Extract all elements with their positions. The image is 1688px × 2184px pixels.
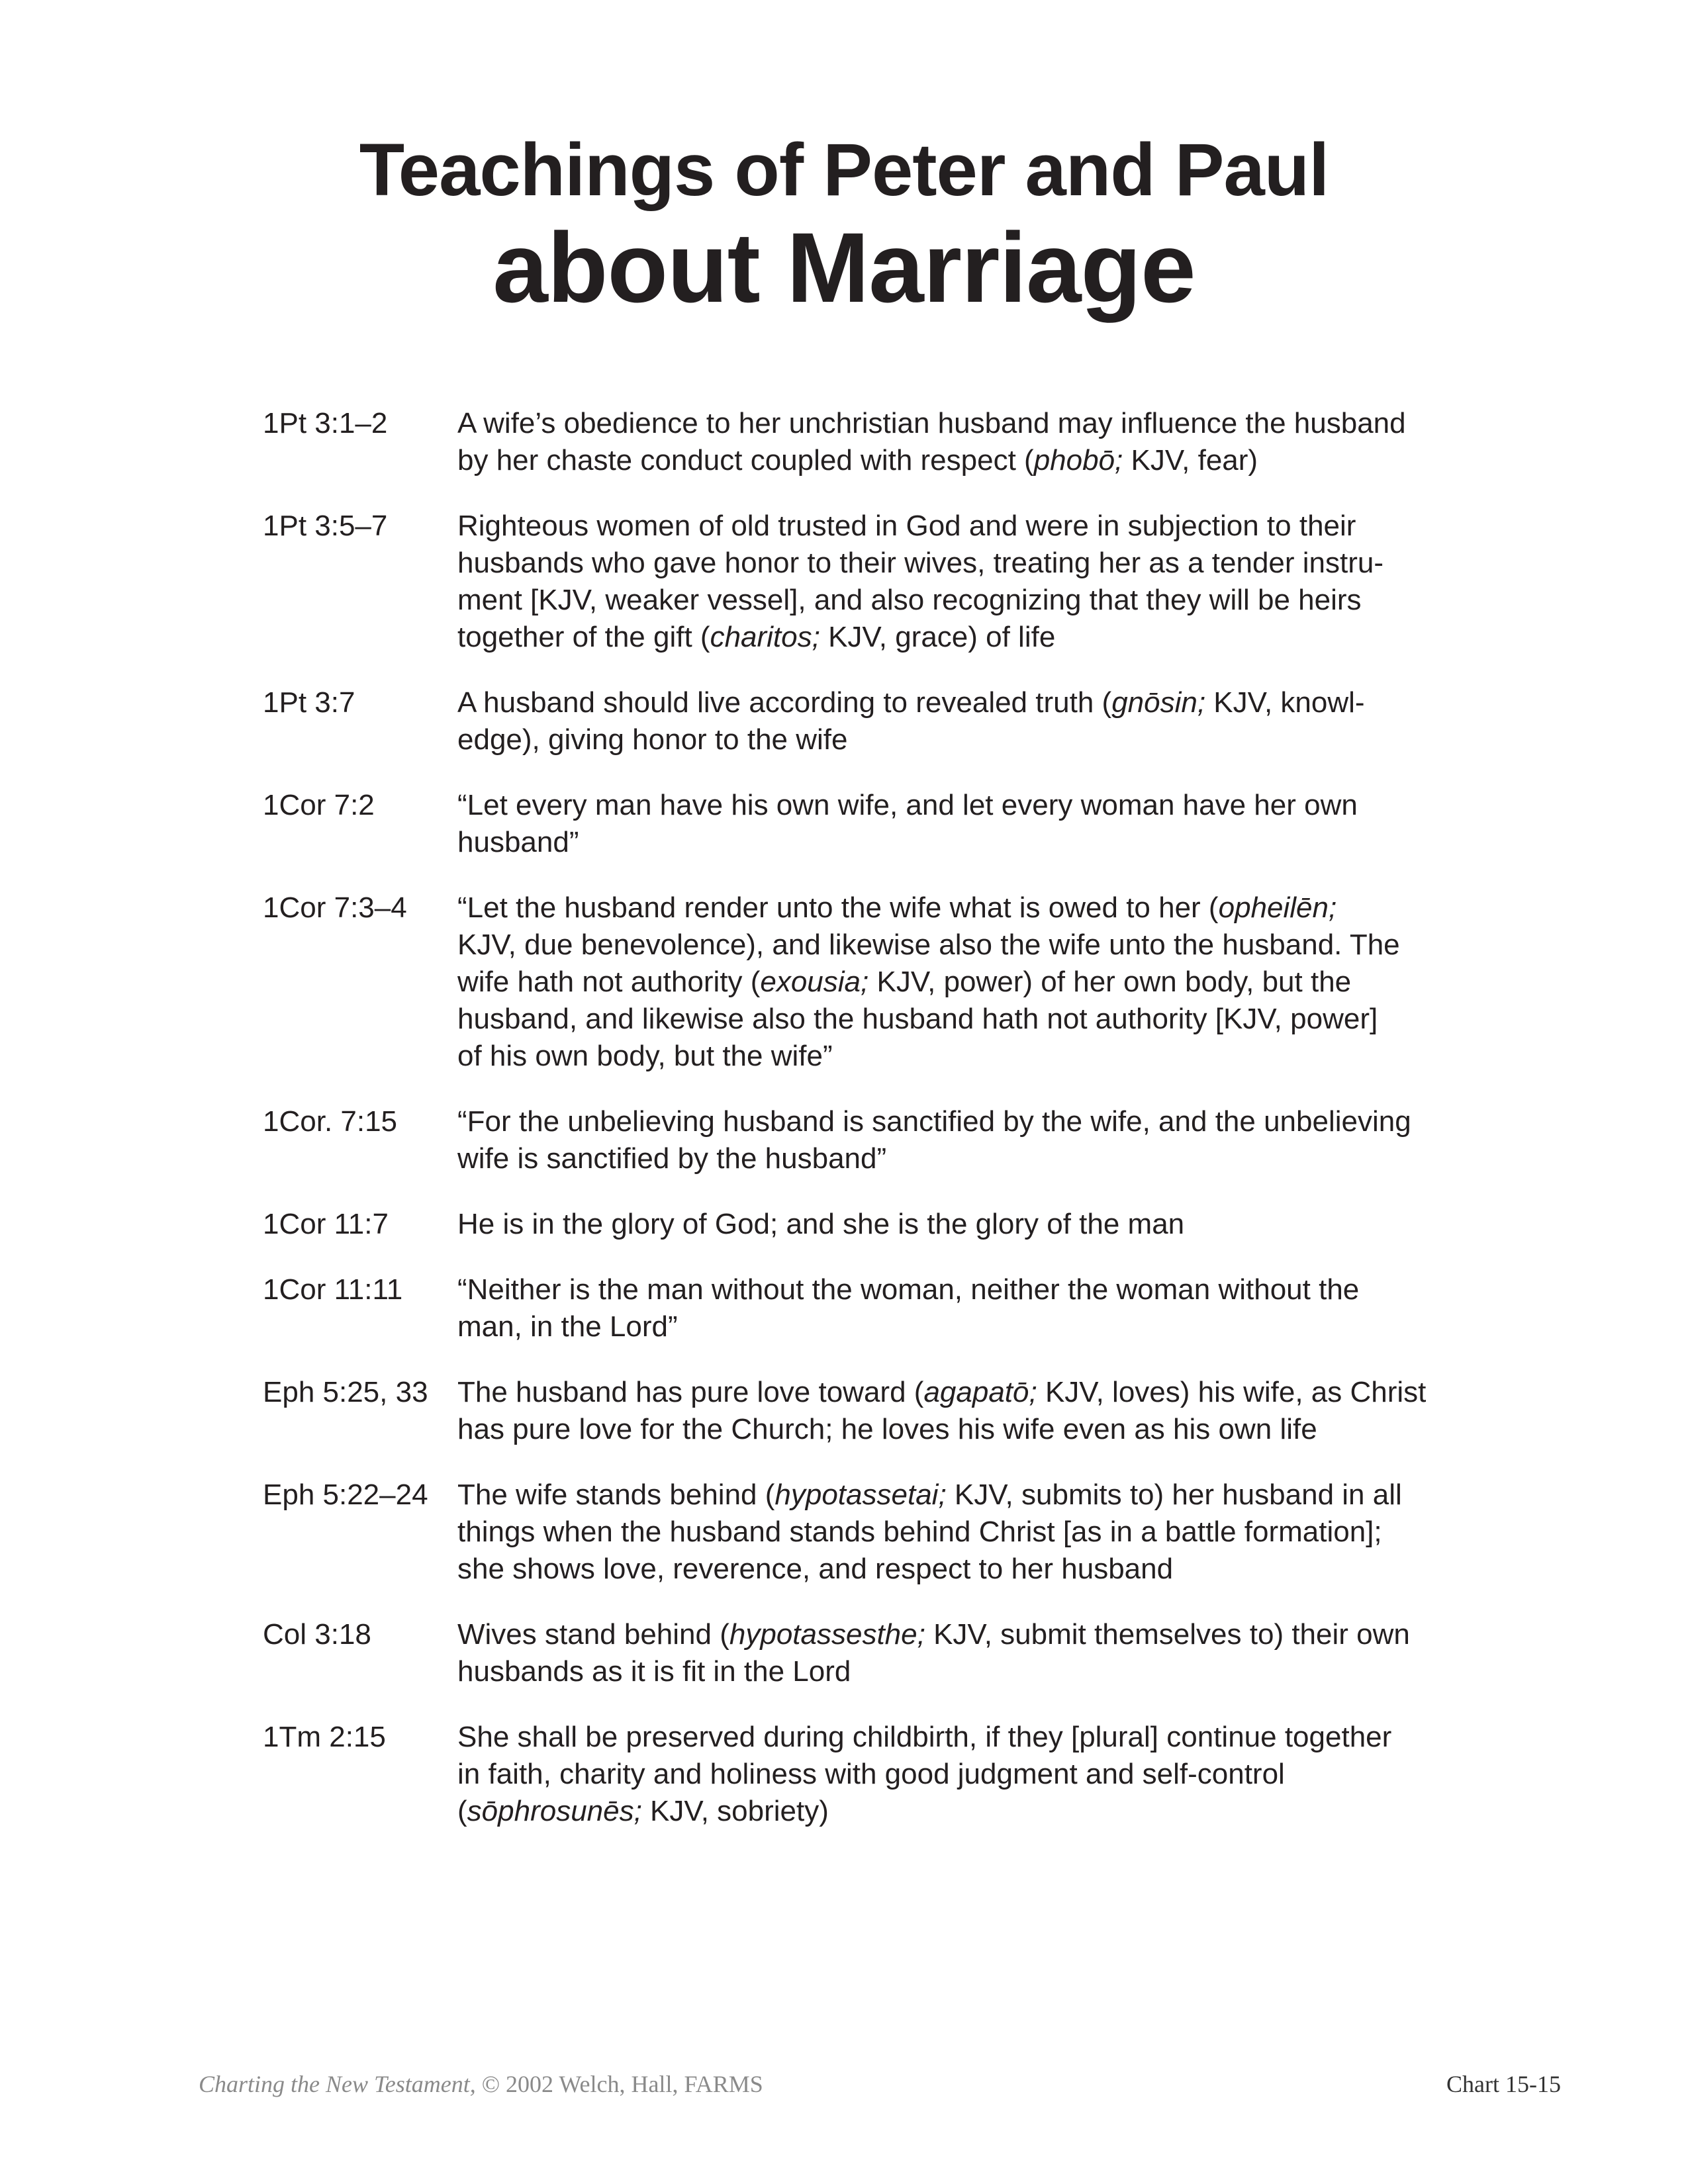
- list-item: [263, 508, 1521, 656]
- scripture-reference: 1Tm 2:15: [263, 1721, 386, 1753]
- list-item: [263, 684, 1521, 758]
- text-segment: of his own body, but the wife”: [457, 1040, 833, 1072]
- text-segment: in faith, charity and holiness with good judgment and self-control: [457, 1758, 1285, 1790]
- text-segment: The wife stands behind (: [457, 1479, 775, 1511]
- text-line: [457, 619, 1521, 656]
- text-line: [457, 442, 1521, 479]
- teaching-text: [457, 1103, 1521, 1177]
- text-line: [457, 1374, 1521, 1411]
- scripture-reference: Col 3:18: [263, 1618, 371, 1651]
- text-line: [457, 1411, 1521, 1448]
- greek-term: phobō;: [1033, 444, 1123, 477]
- greek-term: charitos;: [710, 621, 820, 653]
- text-segment: together of the gift (: [457, 621, 710, 653]
- text-segment: edge), giving honor to the wife: [457, 723, 848, 756]
- text-line: [457, 1551, 1521, 1588]
- text-segment: KJV, loves) his wife, as Christ: [1037, 1376, 1427, 1408]
- text-segment: has pure love for the Church; he loves his wife even as his own life: [457, 1413, 1317, 1445]
- text-segment: (: [457, 1795, 467, 1827]
- text-line: [457, 927, 1521, 964]
- list-item: [263, 1103, 1521, 1177]
- text-line: [457, 1206, 1521, 1243]
- text-line: [457, 1001, 1521, 1038]
- greek-term: opheilēn;: [1218, 891, 1337, 924]
- text-segment: KJV, submit themselves to) their own: [925, 1618, 1410, 1651]
- page-title-line-1: Teachings of Peter and Paul: [359, 128, 1329, 211]
- text-line: [457, 1514, 1521, 1551]
- scripture-reference: 1Pt 3:5–7: [263, 510, 388, 542]
- scripture-reference: 1Cor 11:7: [263, 1208, 389, 1240]
- text-line: [457, 1756, 1521, 1793]
- text-segment: The husband has pure love toward (: [457, 1376, 924, 1408]
- teaching-text: [457, 1271, 1521, 1345]
- text-line: [457, 1038, 1521, 1075]
- page-title-line-2: about Marriage: [492, 212, 1196, 323]
- list-item: [263, 1719, 1521, 1830]
- text-line: [457, 1103, 1521, 1140]
- text-segment: Wives stand behind (: [457, 1618, 729, 1651]
- text-line: [457, 582, 1521, 619]
- scripture-reference: 1Pt 3:7: [263, 686, 355, 719]
- teaching-text: [457, 889, 1521, 1075]
- list-item: [263, 1271, 1521, 1345]
- text-segment: KJV, submits to) her husband in all: [946, 1479, 1402, 1511]
- text-line: [457, 787, 1521, 824]
- text-segment: “Neither is the man without the woman, neither the woman without the: [457, 1273, 1360, 1306]
- text-line: [457, 508, 1521, 545]
- scripture-reference: Eph 5:22–24: [263, 1479, 428, 1511]
- text-line: [457, 1477, 1521, 1514]
- text-line: [457, 1719, 1521, 1756]
- text-line: [457, 824, 1521, 861]
- teachings-list: [263, 405, 1521, 1858]
- greek-term: gnōsin;: [1111, 686, 1206, 719]
- text-segment: KJV, power) of her own body, but the: [868, 966, 1352, 998]
- text-segment: A husband should live according to revealed truth (: [457, 686, 1112, 719]
- list-item: [263, 1616, 1521, 1690]
- list-item: [263, 1374, 1521, 1448]
- text-line: [457, 1793, 1521, 1830]
- list-item: [263, 405, 1521, 479]
- list-item: [263, 1206, 1521, 1243]
- greek-term: exousia;: [760, 966, 869, 998]
- teaching-text: [457, 1374, 1521, 1448]
- text-line: [457, 1140, 1521, 1177]
- text-segment: KJV, sobriety): [641, 1795, 829, 1827]
- chart-number: Chart 15-15: [1446, 2071, 1561, 2097]
- text-segment: KJV, knowl-: [1205, 686, 1365, 719]
- scripture-reference: Eph 5:25, 33: [263, 1376, 428, 1408]
- text-line: [457, 964, 1521, 1001]
- greek-term: hypotassetai;: [774, 1479, 947, 1511]
- teaching-text: [457, 508, 1521, 656]
- text-line: [457, 889, 1521, 927]
- teaching-text: [457, 1477, 1521, 1588]
- text-line: [457, 1616, 1521, 1653]
- text-segment: she shows love, reverence, and respect to her husband: [457, 1553, 1174, 1585]
- text-segment: “For the unbelieving husband is sanctified by the wife, and the unbelieving: [457, 1105, 1411, 1138]
- text-segment: “Let the husband render unto the wife what is owed to her (: [457, 891, 1219, 924]
- text-segment: She shall be preserved during childbirth, if they [plural] continue together: [457, 1721, 1392, 1753]
- text-segment: by her chaste conduct coupled with respect (: [457, 444, 1034, 477]
- text-segment: husbands as it is fit in the Lord: [457, 1655, 851, 1688]
- text-segment: Righteous women of old trusted in God and were in subjection to their: [457, 510, 1356, 542]
- copyright: © 2002 Welch, Hall, FARMS: [475, 2071, 763, 2097]
- text-line: [457, 405, 1521, 442]
- footer-citation: [199, 2070, 763, 2098]
- scripture-reference: 1Cor 7:3–4: [263, 891, 407, 924]
- text-segment: ment [KJV, weaker vessel], and also recognizing that they will be heirs: [457, 584, 1362, 616]
- greek-term: hypotassesthe;: [729, 1618, 925, 1651]
- text-segment: man, in the Lord”: [457, 1310, 678, 1343]
- teaching-text: [457, 1206, 1521, 1243]
- text-segment: “Let every man have his own wife, and let every woman have her own: [457, 789, 1358, 821]
- list-item: [263, 889, 1521, 1075]
- teaching-text: [457, 787, 1521, 861]
- text-line: [457, 1271, 1521, 1308]
- text-line: [457, 1653, 1521, 1690]
- text-segment: A wife’s obedience to her unchristian husband may influence the husband: [457, 407, 1406, 439]
- list-item: [263, 787, 1521, 861]
- scripture-reference: 1Pt 3:1–2: [263, 407, 388, 439]
- text-segment: wife hath not authority (: [457, 966, 761, 998]
- text-segment: KJV, fear): [1123, 444, 1258, 477]
- scripture-reference: 1Cor 7:2: [263, 789, 375, 821]
- text-line: [457, 545, 1521, 582]
- text-segment: wife is sanctified by the husband”: [457, 1142, 887, 1175]
- text-segment: husband”: [457, 826, 579, 858]
- teaching-text: [457, 1616, 1521, 1690]
- text-line: [457, 721, 1521, 758]
- text-segment: KJV, due benevolence), and likewise also the wife unto the husband. The: [457, 929, 1400, 961]
- text-line: [457, 1308, 1521, 1345]
- list-item: [263, 1477, 1521, 1588]
- greek-term: sōphrosunēs;: [467, 1795, 642, 1827]
- greek-term: agapatō;: [923, 1376, 1037, 1408]
- text-segment: He is in the glory of God; and she is the glory of the man: [457, 1208, 1185, 1240]
- teaching-text: [457, 684, 1521, 758]
- text-segment: KJV, grace) of life: [820, 621, 1056, 653]
- teaching-text: [457, 1719, 1521, 1830]
- book-title: Charting the New Testament,: [199, 2071, 476, 2097]
- teaching-text: [457, 405, 1521, 479]
- text-segment: things when the husband stands behind Christ [as in a battle formation];: [457, 1516, 1382, 1548]
- text-segment: husband, and likewise also the husband hath not authority [KJV, power]: [457, 1003, 1378, 1035]
- text-line: [457, 684, 1521, 721]
- scripture-reference: 1Cor. 7:15: [263, 1105, 398, 1138]
- scripture-reference: 1Cor 11:11: [263, 1273, 403, 1306]
- text-segment: husbands who gave honor to their wives, treating her as a tender instru-: [457, 547, 1384, 579]
